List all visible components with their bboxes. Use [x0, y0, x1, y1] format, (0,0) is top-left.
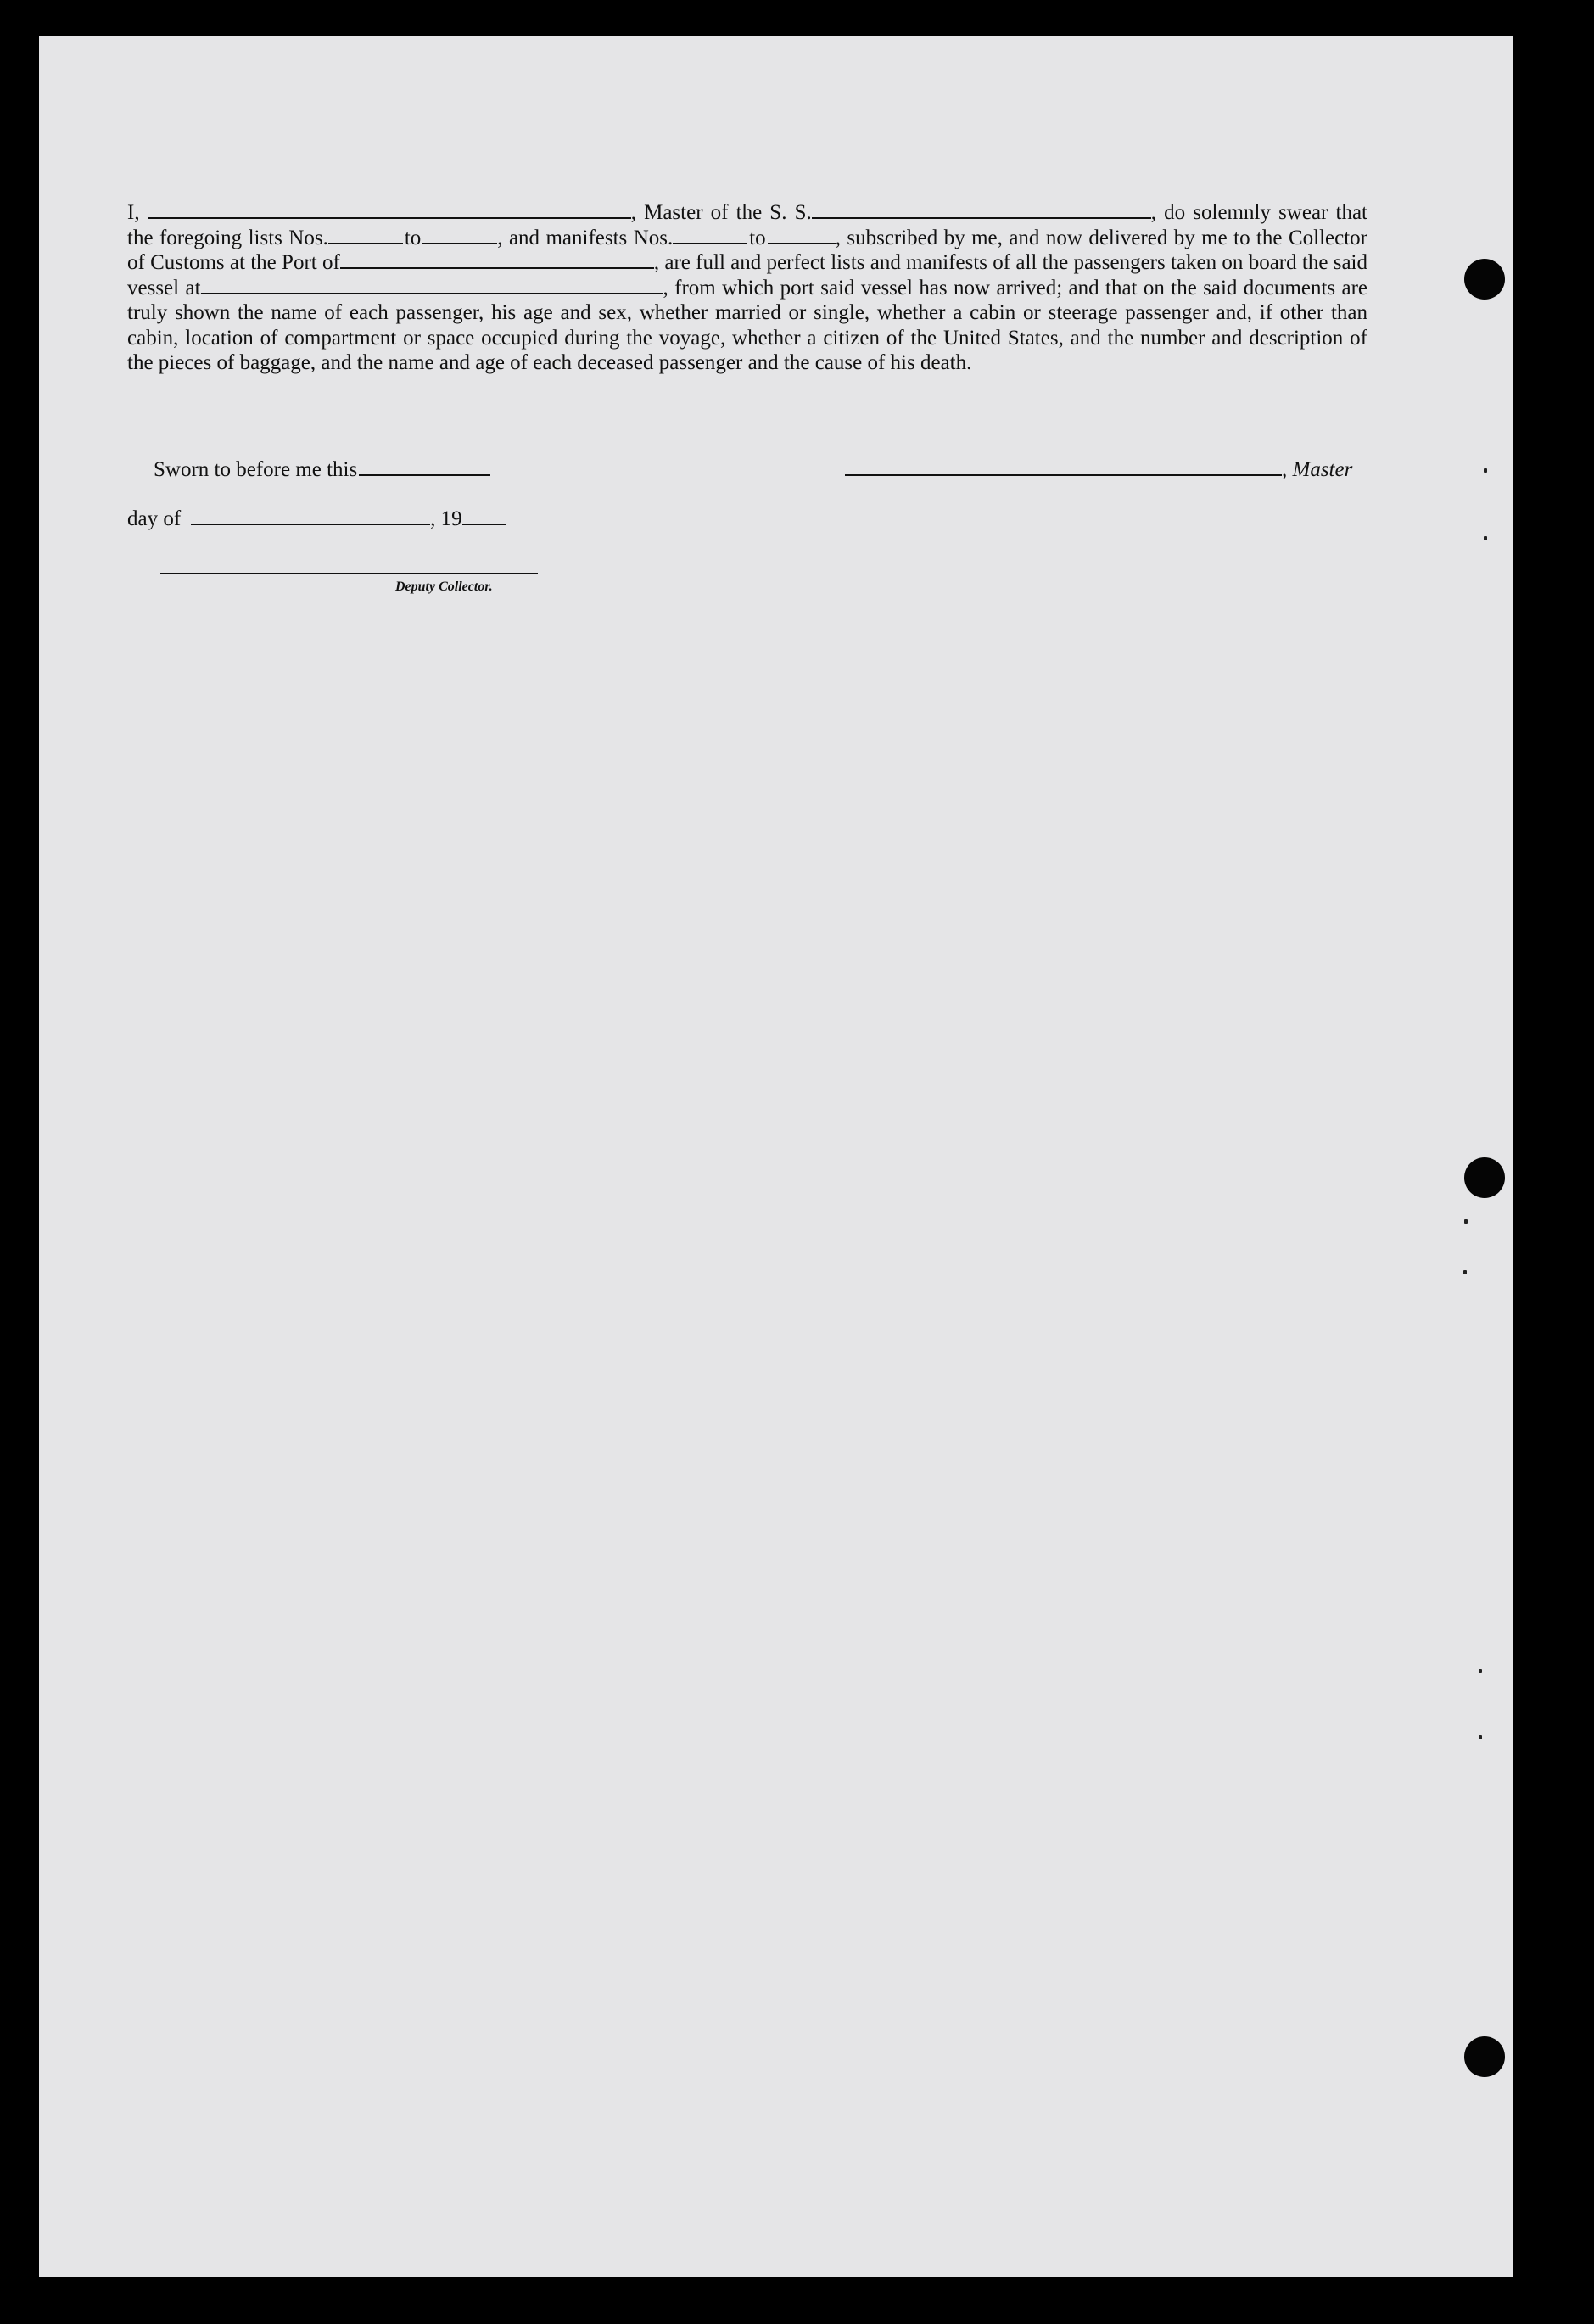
speck-mark [1479, 1669, 1482, 1673]
departure-port-blank[interactable] [201, 277, 663, 294]
punch-hole-middle [1464, 1157, 1505, 1198]
oath-paragraph [127, 200, 1367, 376]
speck-mark [1463, 1270, 1467, 1274]
port-blank[interactable] [340, 252, 654, 269]
sworn-line [154, 458, 490, 482]
list-from-blank[interactable] [328, 227, 403, 244]
oath-text-5: , and manifests Nos. [497, 226, 674, 249]
oath-text-1: I, [127, 201, 148, 224]
punch-hole-top [1464, 259, 1505, 300]
manifest-from-blank[interactable] [673, 227, 747, 244]
oath-text-4: to [404, 226, 422, 249]
list-to-blank[interactable] [422, 227, 497, 244]
year-blank[interactable] [462, 508, 506, 525]
oath-text-6: to [749, 226, 766, 249]
punch-hole-bottom [1464, 2036, 1505, 2077]
master-name-blank[interactable] [148, 202, 631, 219]
deputy-collector-label: Deputy Collector. [395, 580, 493, 594]
speck-mark [1484, 468, 1487, 473]
ship-name-blank[interactable] [812, 202, 1151, 219]
speck-mark [1464, 1219, 1468, 1224]
day-text: day of [127, 507, 182, 530]
sworn-date-blank[interactable] [359, 459, 490, 476]
day-line [127, 507, 506, 531]
document-page [39, 36, 1513, 2277]
speck-mark [1479, 1735, 1482, 1739]
sworn-text: Sworn to before me this [154, 458, 358, 481]
oath-text-8: , are full and perfect lists and manifests of all the passengers taken on board the said vessel at [127, 251, 1368, 300]
master-signature-blank[interactable] [845, 459, 1282, 476]
speck-mark [1484, 536, 1487, 540]
deputy-signature-line[interactable] [160, 573, 538, 574]
manifest-to-blank[interactable] [768, 227, 836, 244]
oath-text-2: , Master of the S. S. [630, 201, 812, 224]
master-signature-line [845, 458, 1352, 482]
year-text: , 19 [430, 507, 462, 530]
oath-text-3: , do solemnly swear that the foregoing lists Nos. [127, 201, 1367, 249]
oath-text-7: , subscribed by me, and now delivered by me to the Collector of Customs at the Port of [127, 226, 1367, 274]
month-blank[interactable] [191, 508, 430, 525]
oath-text-9: , from which port said vessel has now arrived; and that on the said documents are truly shown the name of each passenger, his age and sex, whether married or single, whether a cabin or steerage passenger and, if other than cabin, location of compartment or space occupied during the voyage, whether a citizen of the United States, and the number and description of the pieces of baggage, and the name and age of each deceased passenger and the cause of his death. [127, 276, 1368, 374]
master-label: , Master [1282, 458, 1353, 481]
